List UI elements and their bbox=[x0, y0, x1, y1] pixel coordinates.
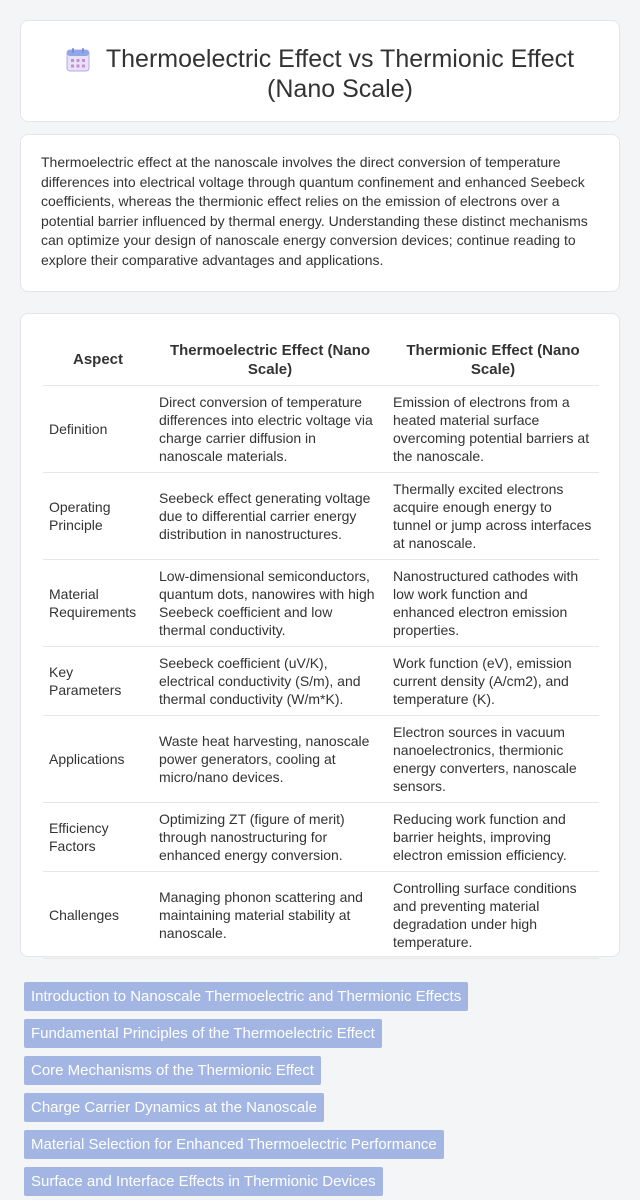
thermionic-cell: Electron sources in vacuum nanoelectronics, thermionic energy converters, nanoscale sensors. bbox=[387, 716, 599, 803]
header-card bbox=[20, 20, 620, 122]
calendar-grid-icon bbox=[65, 47, 91, 73]
thermoelectric-cell: Seebeck coefficient (uV/K), electrical conductivity (S/m), and thermal conductivity (W/m*K). bbox=[153, 647, 387, 716]
aspect-cell: Applications bbox=[43, 716, 153, 803]
page-title: Thermoelectric Effect vs Thermionic Effect (Nano Scale) bbox=[105, 45, 575, 103]
column-header-thermoelectric: Thermoelectric Effect (Nano Scale) bbox=[153, 334, 387, 386]
topic-links bbox=[24, 982, 468, 1200]
comparison-table-card bbox=[20, 313, 620, 957]
aspect-cell: Efficiency Factors bbox=[43, 803, 153, 872]
thermionic-cell: Nanostructured cathodes with low work function and enhanced electron emission properties. bbox=[387, 560, 599, 647]
table-row bbox=[43, 872, 599, 959]
intro-paragraph: Thermoelectric effect at the nanoscale involves the direct conversion of temperature differences into electrical voltage through quantum confinement and enhanced Seebeck coefficients, whereas the thermionic effect relies on the emission of electrons over a potential barrier influenced by thermal energy. Understanding these distinct mechanisms can optimize your design of nanoscale energy conversion devices; continue reading to explore their comparative advantages and applications. bbox=[41, 154, 588, 268]
thermoelectric-cell: Managing phonon scattering and maintaining material stability at nanoscale. bbox=[153, 872, 387, 959]
table-row bbox=[43, 473, 599, 560]
thermoelectric-cell: Seebeck effect generating voltage due to differential carrier energy distribution in nanostructures. bbox=[153, 473, 387, 560]
topic-link-fundamental-principles[interactable]: Fundamental Principles of the Thermoelectric Effect bbox=[24, 1019, 382, 1048]
thermionic-cell: Controlling surface conditions and preventing material degradation under high temperature. bbox=[387, 872, 599, 959]
aspect-cell: Key Parameters bbox=[43, 647, 153, 716]
thermoelectric-cell: Low-dimensional semiconductors, quantum dots, nanowires with high Seebeck coefficient and low thermal conductivity. bbox=[153, 560, 387, 647]
aspect-cell: Definition bbox=[43, 386, 153, 473]
table-row bbox=[43, 647, 599, 716]
aspect-cell: Challenges bbox=[43, 872, 153, 959]
thermionic-cell: Emission of electrons from a heated material surface overcoming potential barriers at the nanoscale. bbox=[387, 386, 599, 473]
thermoelectric-cell: Optimizing ZT (figure of merit) through nanostructuring for enhanced energy conversion. bbox=[153, 803, 387, 872]
intro-card bbox=[20, 134, 620, 292]
topic-link-surface-interface[interactable]: Surface and Interface Effects in Thermionic Devices bbox=[24, 1167, 383, 1196]
topic-link-introduction[interactable]: Introduction to Nanoscale Thermoelectric and Thermionic Effects bbox=[24, 982, 468, 1011]
table-row bbox=[43, 803, 599, 872]
aspect-cell: Operating Principle bbox=[43, 473, 153, 560]
column-header-aspect: Aspect bbox=[43, 334, 153, 386]
column-header-thermionic: Thermionic Effect (Nano Scale) bbox=[387, 334, 599, 386]
thermionic-cell: Thermally excited electrons acquire enough energy to tunnel or jump across interfaces at nanoscale. bbox=[387, 473, 599, 560]
table-header-row bbox=[43, 334, 599, 386]
topic-link-core-mechanisms[interactable]: Core Mechanisms of the Thermionic Effect bbox=[24, 1056, 321, 1085]
thermionic-cell: Reducing work function and barrier heights, improving electron emission efficiency. bbox=[387, 803, 599, 872]
thermoelectric-cell: Waste heat harvesting, nanoscale power generators, cooling at micro/nano devices. bbox=[153, 716, 387, 803]
aspect-cell: Material Requirements bbox=[43, 560, 153, 647]
topic-link-charge-carrier-dynamics[interactable]: Charge Carrier Dynamics at the Nanoscale bbox=[24, 1093, 324, 1122]
topic-link-material-selection[interactable]: Material Selection for Enhanced Thermoelectric Performance bbox=[24, 1130, 444, 1159]
table-row bbox=[43, 386, 599, 473]
thermionic-cell: Work function (eV), emission current density (A/cm2), and temperature (K). bbox=[387, 647, 599, 716]
comparison-table bbox=[43, 334, 599, 959]
thermoelectric-cell: Direct conversion of temperature differences into electric voltage via charge carrier diffusion in nanoscale materials. bbox=[153, 386, 387, 473]
table-row bbox=[43, 716, 599, 803]
table-row bbox=[43, 560, 599, 647]
